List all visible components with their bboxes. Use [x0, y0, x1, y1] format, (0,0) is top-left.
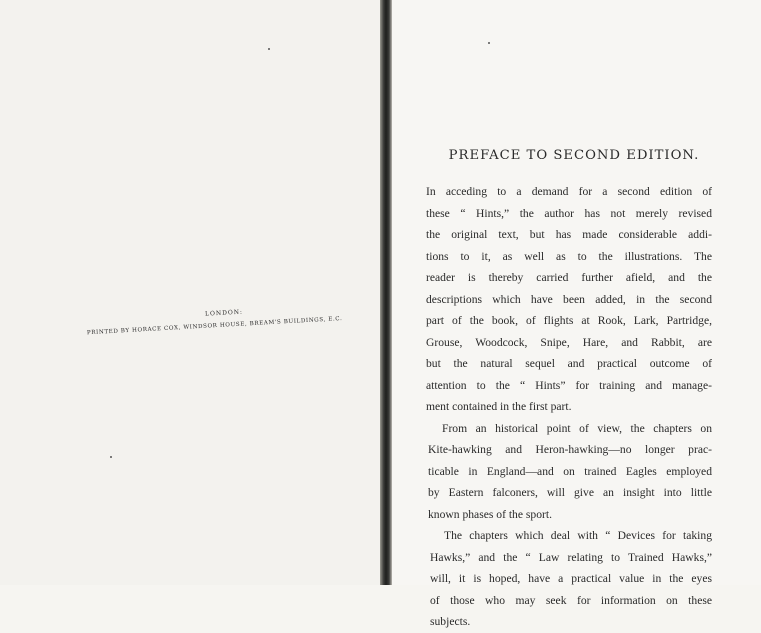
- paragraph-line: Kite-hawking and Heron-hawking—no longer prac-: [428, 443, 712, 456]
- preface-block: [420, 148, 712, 633]
- preface-paragraph-1: [426, 181, 712, 418]
- printer-imprint: [74, 302, 355, 337]
- preface-paragraph-2: [428, 418, 712, 526]
- preface-title: PREFACE TO SECOND EDITION.: [448, 148, 700, 163]
- left-page: [0, 0, 380, 585]
- imprint-printer: PRINTED BY HORACE COX, WINDSOR HOUSE, BREAM'S BUILDINGS, E.C.: [86, 316, 343, 337]
- paragraph-line: descriptions which have been added, in the second: [426, 292, 712, 306]
- paragraph-line: part of the book, of flights at Rook, Lark, Partridge,: [426, 314, 712, 327]
- paper-speck: [268, 48, 270, 50]
- imprint-city: LONDON:: [204, 308, 244, 318]
- paragraph-line: ment contained in the first part.: [426, 400, 572, 413]
- paper-speck: [488, 42, 490, 44]
- paragraph-line: From an historical point of view, the chapters on: [442, 421, 712, 435]
- paragraph-line: will, it is hoped, have a practical value in the eyes: [430, 572, 712, 585]
- book-gutter: [380, 0, 392, 585]
- paragraph-line: ticable in England—and on trained Eagles employed: [428, 464, 712, 478]
- paragraph-line: subjects.: [430, 615, 471, 628]
- paragraph-line: Grouse, Woodcock, Snipe, Hare, and Rabbit, are: [426, 335, 712, 349]
- paragraph-line: Hawks,” and the “ Law relating to Trained Hawks,”: [430, 550, 712, 564]
- paragraph-line: known phases of the sport.: [428, 507, 552, 521]
- paragraph-line: attention to the “ Hints” for training and manage-: [426, 378, 712, 392]
- paper-speck: [110, 456, 112, 458]
- paragraph-line: these “ Hints,” the author has not merely revised: [426, 206, 712, 220]
- preface-paragraph-3: [430, 525, 712, 633]
- paragraph-line: of those who may seek for information on these: [430, 593, 712, 607]
- paragraph-line: In acceding to a demand for a second edition of: [426, 185, 712, 198]
- paragraph-line: reader is thereby carried further afield, and the: [426, 271, 712, 284]
- paragraph-line: tions to it, as well as to the illustrations. The: [426, 249, 712, 263]
- paragraph-line: The chapters which deal with “ Devices for taking: [444, 529, 712, 542]
- paragraph-line: but the natural sequel and practical outcome of: [426, 357, 712, 370]
- paragraph-line: the original text, but has made considerable addi-: [426, 228, 712, 241]
- paragraph-line: by Eastern falconers, will give an insight into little: [428, 486, 712, 499]
